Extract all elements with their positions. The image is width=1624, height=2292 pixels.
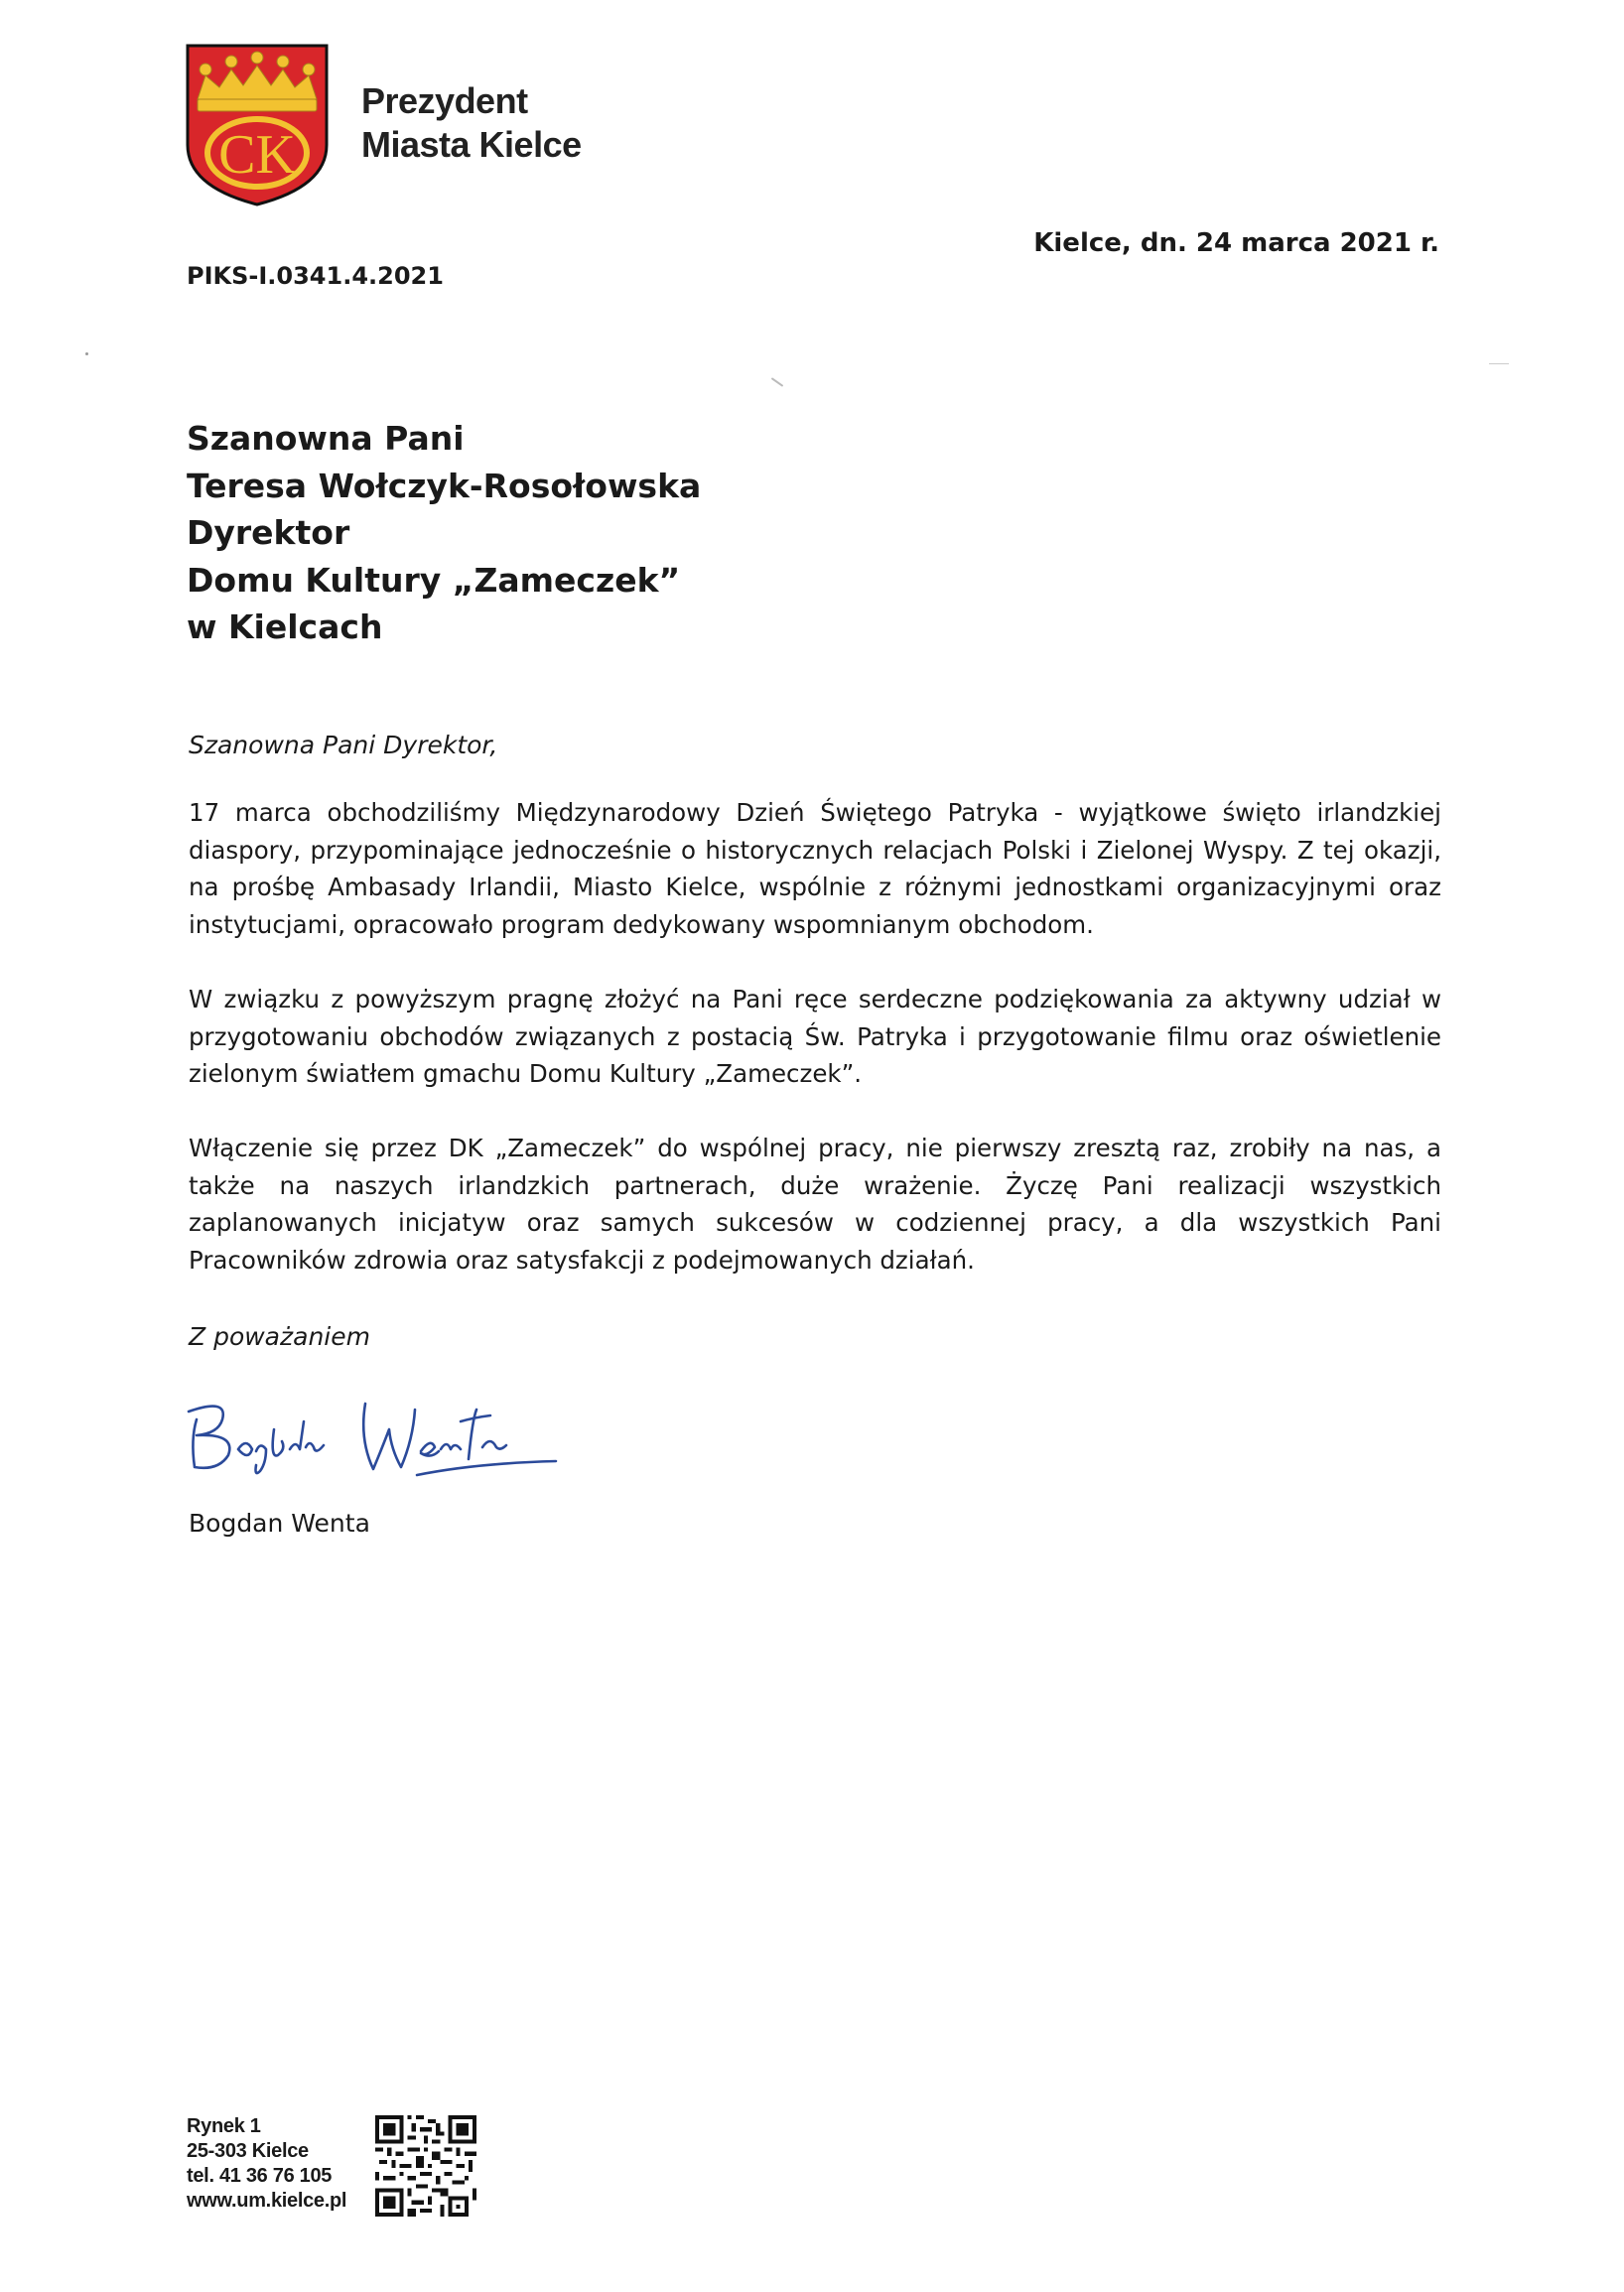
- footer-street: Rynek 1: [187, 2115, 261, 2137]
- body-paragraph: 17 marca obchodziliśmy Międzynarodowy Dzień Świętego Patryka - wyjątkowe święto irlandzkiej diaspory, przypominające jednocześnie o historycznych relacjach Polski i Zielonej Wyspy. Z tej okazji, na prośbę Ambasady Irlandii, Miasto Kielce, wspólnie z różnymi jednostkami organizacyjnymi oraz instytucjami, opracowało program dedykowany wspomnianym obchodom.: [189, 798, 1441, 939]
- footer-postal-city: 25-303 Kielce: [187, 2140, 309, 2162]
- qr-code: [375, 2114, 476, 2218]
- issuer-name: [361, 79, 582, 167]
- recipient-line: Teresa Wołczyk-Rosołowska: [187, 466, 702, 505]
- body-paragraph: W związku z powyższym pragnę złożyć na Pani ręce serdeczne podziękowania za aktywny udział w przygotowaniu obchodów związanych z postacią Św. Patryka i przygotowanie filmu oraz oświetlenie zielonym światłem gmachu Domu Kultury „Zameczek”.: [189, 985, 1441, 1088]
- reference-number: PIKS-I.0341.4.2021: [187, 262, 444, 290]
- scan-speck: [771, 377, 784, 387]
- footer-address: [187, 2114, 346, 2214]
- recipient-block: [187, 415, 701, 651]
- issuer-line-2: Miasta Kielce: [361, 124, 582, 165]
- place-date: Kielce, dn. 24 marca 2021 r.: [1033, 228, 1439, 258]
- scan-speck: [1489, 363, 1509, 364]
- recipient-line: w Kielcach: [187, 607, 383, 646]
- body-paragraph: Włączenie się przez DK „Zameczek” do wspólnej pracy, nie pierwszy zresztą raz, zrobiły na nas, a także na naszych irlandzkich partnerach, duże wrażenie. Życzę Pani realizacji wszystkich zaplanowanych inicjatyw oraz samych sukcesów w codziennej pracy, a dla wszystkich Pani Pracowników zdrowia oraz satysfakcji z podejmowanych działań.: [189, 1134, 1441, 1275]
- footer-website: www.um.kielce.pl: [187, 2190, 347, 2212]
- salutation: Szanowna Pani Dyrektor,: [189, 731, 498, 759]
- scan-speck: [85, 352, 88, 355]
- signer-name: Bogdan Wenta: [189, 1509, 370, 1538]
- issuer-line-1: Prezydent: [361, 80, 528, 121]
- recipient-line: Domu Kultury „Zameczek”: [187, 560, 681, 600]
- closing-phrase: Z poważaniem: [189, 1322, 370, 1351]
- handwritten-signature: [179, 1390, 596, 1479]
- recipient-line: Dyrektor: [187, 513, 350, 552]
- crest-monogram: CK: [218, 124, 296, 186]
- city-crest-logo: [184, 42, 331, 208]
- footer-phone: tel. 41 36 76 105: [187, 2165, 333, 2187]
- recipient-line: Szanowna Pani: [187, 419, 465, 458]
- signature-text: Bogdan Wenta: [179, 1390, 187, 1391]
